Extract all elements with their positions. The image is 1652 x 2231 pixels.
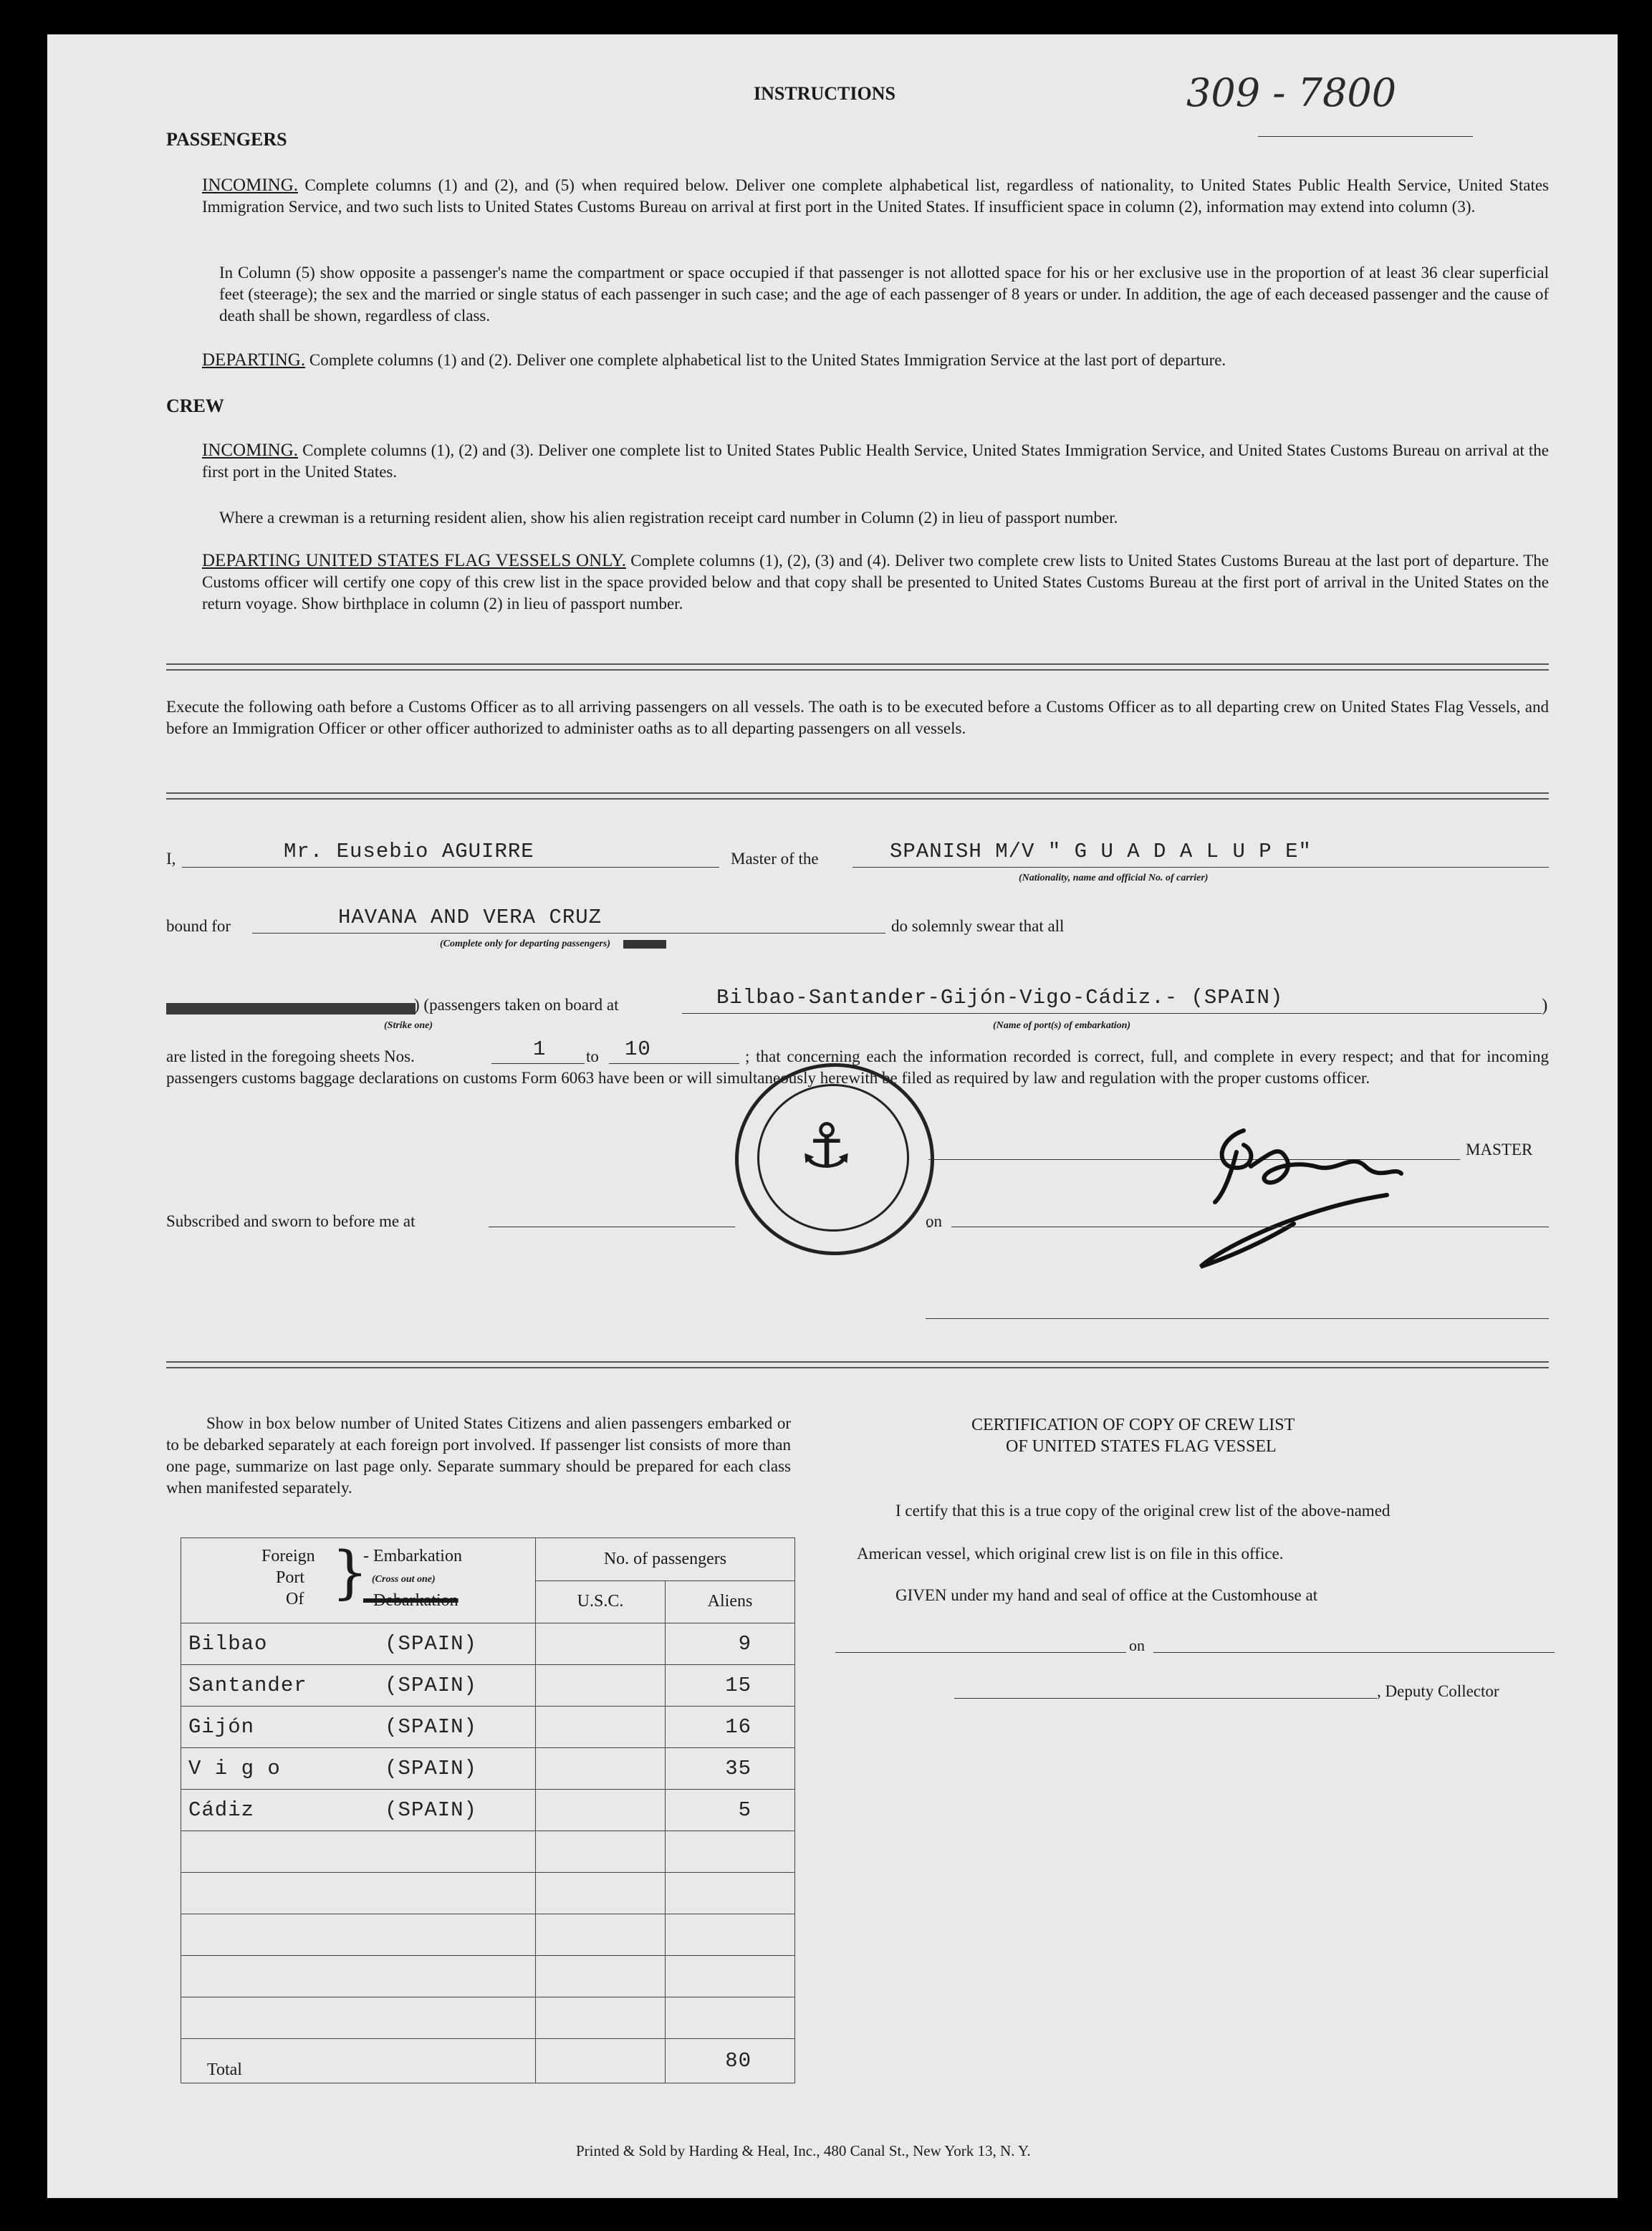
table-row (181, 1707, 795, 1748)
oath-i-label: I, (166, 850, 176, 868)
passengers-incoming-label: INCOMING. (202, 176, 299, 195)
handwritten-file-number: 309 - 7800 (1186, 70, 1397, 115)
crew-incoming-label: INCOMING. (202, 441, 299, 460)
usc-count (536, 1665, 666, 1707)
port-country: (SPAIN) (378, 1665, 535, 1707)
swear-text: do solemnly swear that all (891, 917, 1065, 935)
struck-out-options (166, 1003, 416, 1014)
usc-count (536, 1790, 666, 1831)
handwritten-underline (1258, 136, 1473, 137)
table-row (181, 1623, 795, 1665)
crew-departing-text: Complete columns (1), (2), (3) and (4). Deliver two complete crew lists to United States Customs Bureau at the last port of departure. The Customs officer will certify one copy of this crew list in the space provided below and that copy shall be presented to United States Customs Bureau at the first port of arrival in the United States on the return voyage. Show birthplace in column (2) in lieu of passport number. (202, 552, 1550, 613)
table-row (181, 1790, 795, 1831)
certify-line2: American vessel, which original crew list is on file in this office. (857, 1545, 1284, 1563)
bound-for-line (252, 933, 885, 934)
embarkation-label: - Embarkation (363, 1547, 462, 1565)
crew-departing-paragraph (202, 550, 1549, 615)
given-line: GIVEN under my hand and seal of office at the Customhouse at (895, 1586, 1318, 1604)
debarkation-label (363, 1591, 458, 1611)
embark-caption: (Name of port(s) of embarkation) (993, 1020, 1131, 1031)
listed-label: are listed in the foregoing sheets Nos. (166, 1047, 415, 1065)
total-row (181, 2039, 795, 2083)
deputy-collector-label: , Deputy Collector (1377, 1682, 1499, 1700)
aliens-count: 35 (666, 1748, 795, 1790)
certification-title-line2: OF UNITED STATES FLAG VESSEL (1006, 1437, 1277, 1456)
oath-intro: Execute the following oath before a Customs Officer as to all arriving passengers on all vessels. The oath is to be executed before a Customs Officer as to all departing crew on United States Flag Vessels, and before an Immigration Officer or other officer authorized to administer oaths as to all departing passengers on all vessels. (166, 698, 1549, 737)
customhouse-line (835, 1652, 1126, 1653)
table-row-empty (181, 1956, 795, 1997)
crew-incoming-paragraph (202, 440, 1549, 483)
sheet-from: 1 (533, 1037, 547, 1061)
table-row-empty (181, 1997, 795, 2039)
vessel-line (853, 867, 1549, 868)
aliens-count: 5 (666, 1790, 795, 1831)
crew-heading: CREW (166, 395, 224, 416)
crew-incoming-text: Complete columns (1), (2) and (3). Deliver one complete list to United States Public Health Service, United States Immigration Service, and United States Customs Bureau on arrival at the first port in the United States. (202, 441, 1549, 481)
struck-out-mark (623, 940, 666, 949)
summary-instructions: Show in box below number of United States Citizens and alien passengers embarked or to be debarked separately at each foreign port involved. If passenger list consists of more than one page, summarize on last page only. Separate summary should be prepared for each class when manifested separately. (166, 1414, 791, 1497)
subscribed-label: Subscribed and sworn to before me at (166, 1212, 416, 1230)
aliens-count: 15 (666, 1665, 795, 1707)
usc-count (536, 1623, 666, 1665)
passengers-departing-text: Complete columns (1) and (2). Deliver one complete alphabetical list to the United States Immigration Service at the last port of departure. (309, 351, 1226, 369)
total-label: Total (181, 2039, 536, 2083)
company-stamp (735, 1063, 934, 1255)
debarkation-label-text: - Debarkation (363, 1591, 458, 1610)
printer-footer: Printed & Sold by Harding & Heal, Inc., 480 Canal St., New York 13, N. Y. (576, 2142, 1031, 2159)
port-country: (SPAIN) (378, 1748, 535, 1790)
passengers-heading: PASSENGERS (166, 129, 287, 150)
deputy-signature-line (954, 1698, 1377, 1699)
port-country: (SPAIN) (378, 1707, 535, 1748)
vessel-name: SPANISH M/V " G U A D A L U P E" (890, 840, 1312, 863)
instructions-title: INSTRUCTIONS (754, 83, 895, 104)
to-label: to (586, 1047, 599, 1065)
table-row-empty (181, 1914, 795, 1956)
passengers-departing-paragraph (202, 350, 1549, 371)
listed-rest-text: ; that concerning each the information recorded is correct, full, and complete in every respect; and that for incoming passengers customs baggage declarations on customs Form 6063 have been or will simultaneously herewith be filed as required by law and regulation with the proper customs officer. (166, 1047, 1549, 1087)
master-name: Mr. Eusebio AGUIRRE (284, 840, 534, 863)
certification-date-line (1153, 1652, 1555, 1653)
master-label: MASTER (1466, 1141, 1533, 1158)
port-name: Gijón (181, 1707, 378, 1748)
strike-caption: (Strike one) (384, 1020, 433, 1031)
master-signature (1151, 1109, 1466, 1274)
port-name: Cádiz (181, 1790, 378, 1831)
embark-close-paren: ) (1542, 996, 1548, 1015)
usc-count (536, 1748, 666, 1790)
bound-for-caption: (Complete only for departing passengers) (440, 939, 610, 949)
cross-out-caption: (Cross out one) (372, 1574, 436, 1585)
certification-title-line1: CERTIFICATION OF COPY OF CREW LIST (971, 1416, 1295, 1434)
table-row-empty (181, 1831, 795, 1873)
crew-resident-paragraph: Where a crewman is a returning resident alien, show his alien registration receipt card number in Column (2) in lieu of passport number. (219, 509, 1118, 527)
anchor-icon: ⚓ (799, 1110, 855, 1182)
port-name: V i g o (181, 1748, 378, 1790)
aliens-count: 16 (666, 1707, 795, 1748)
port-country: (SPAIN) (378, 1623, 535, 1665)
embark-ports-line (682, 1013, 1542, 1014)
table-row (181, 1665, 795, 1707)
passengers-incoming-paragraph (202, 175, 1549, 218)
master-name-line (182, 867, 719, 868)
form-sheet (47, 34, 1618, 2198)
port-name: Bilbao (181, 1623, 378, 1665)
port-label: Port (276, 1568, 305, 1587)
certification-on-label: on (1129, 1636, 1145, 1654)
port-name: Santander (181, 1665, 378, 1707)
passengers-departing-label: DEPARTING. (202, 350, 306, 370)
vessel-caption: (Nationality, name and official No. of carrier) (1019, 873, 1209, 883)
passenger-summary-table (181, 1537, 795, 2083)
sheet-to: 10 (625, 1037, 651, 1061)
usc-count (536, 1707, 666, 1748)
subscribed-on-label: on (926, 1212, 942, 1230)
usc-header: U.S.C. (536, 1580, 666, 1623)
divider-double-rule (166, 1361, 1549, 1368)
divider-double-rule (166, 792, 1549, 800)
of-label: Of (286, 1590, 304, 1608)
bound-for-destination: HAVANA AND VERA CRUZ (338, 906, 602, 929)
officer-signature-line (926, 1318, 1549, 1319)
port-country: (SPAIN) (378, 1790, 535, 1831)
embark-ports: Bilbao-Santander-Gijón-Vigo-Cádiz.- (SPAIN) (716, 986, 1284, 1009)
bound-for-label: bound for (166, 917, 231, 935)
crew-departing-label: DEPARTING UNITED STATES FLAG VESSELS ONLY. (202, 551, 626, 570)
column5-paragraph: In Column (5) show opposite a passenger's name the compartment or space occupied if that passenger is not allotted space for his or her exclusive use in the proportion of at least 36 clear superficial feet (steerage); the sex and the married or single status of each passenger in such case; and the age of each passenger of 8 years or under. In addition, the age of each deceased passenger and the cause of death shall be shown, regardless of class. (219, 264, 1549, 325)
aliens-header: Aliens (666, 1580, 795, 1623)
table-row (181, 1748, 795, 1790)
aliens-count: 9 (666, 1623, 795, 1665)
foreign-label: Foreign (261, 1547, 315, 1565)
passengers-taken-label: ) (passengers taken on board at (414, 996, 619, 1014)
table-row-empty (181, 1873, 795, 1914)
port-header (181, 1538, 536, 1623)
divider-double-rule (166, 663, 1549, 671)
passengers-count-header: No. of passengers (536, 1538, 795, 1581)
total-aliens: 80 (666, 2039, 795, 2083)
passengers-incoming-text: Complete columns (1) and (2), and (5) when required below. Deliver one complete alphabetical list, regardless of nationality, to United States Public Health Service, United States Immigration Service, and two such lists to United States Customs Bureau on arrival at first port in the United States. If insufficient space in column (2), information may extend into column (3). (202, 176, 1549, 216)
total-usc (536, 2039, 666, 2083)
brace-icon: } (332, 1539, 368, 1606)
master-of-label: Master of the (731, 850, 819, 868)
certify-line1: I certify that this is a true copy of the original crew list of the above-named (895, 1502, 1391, 1520)
